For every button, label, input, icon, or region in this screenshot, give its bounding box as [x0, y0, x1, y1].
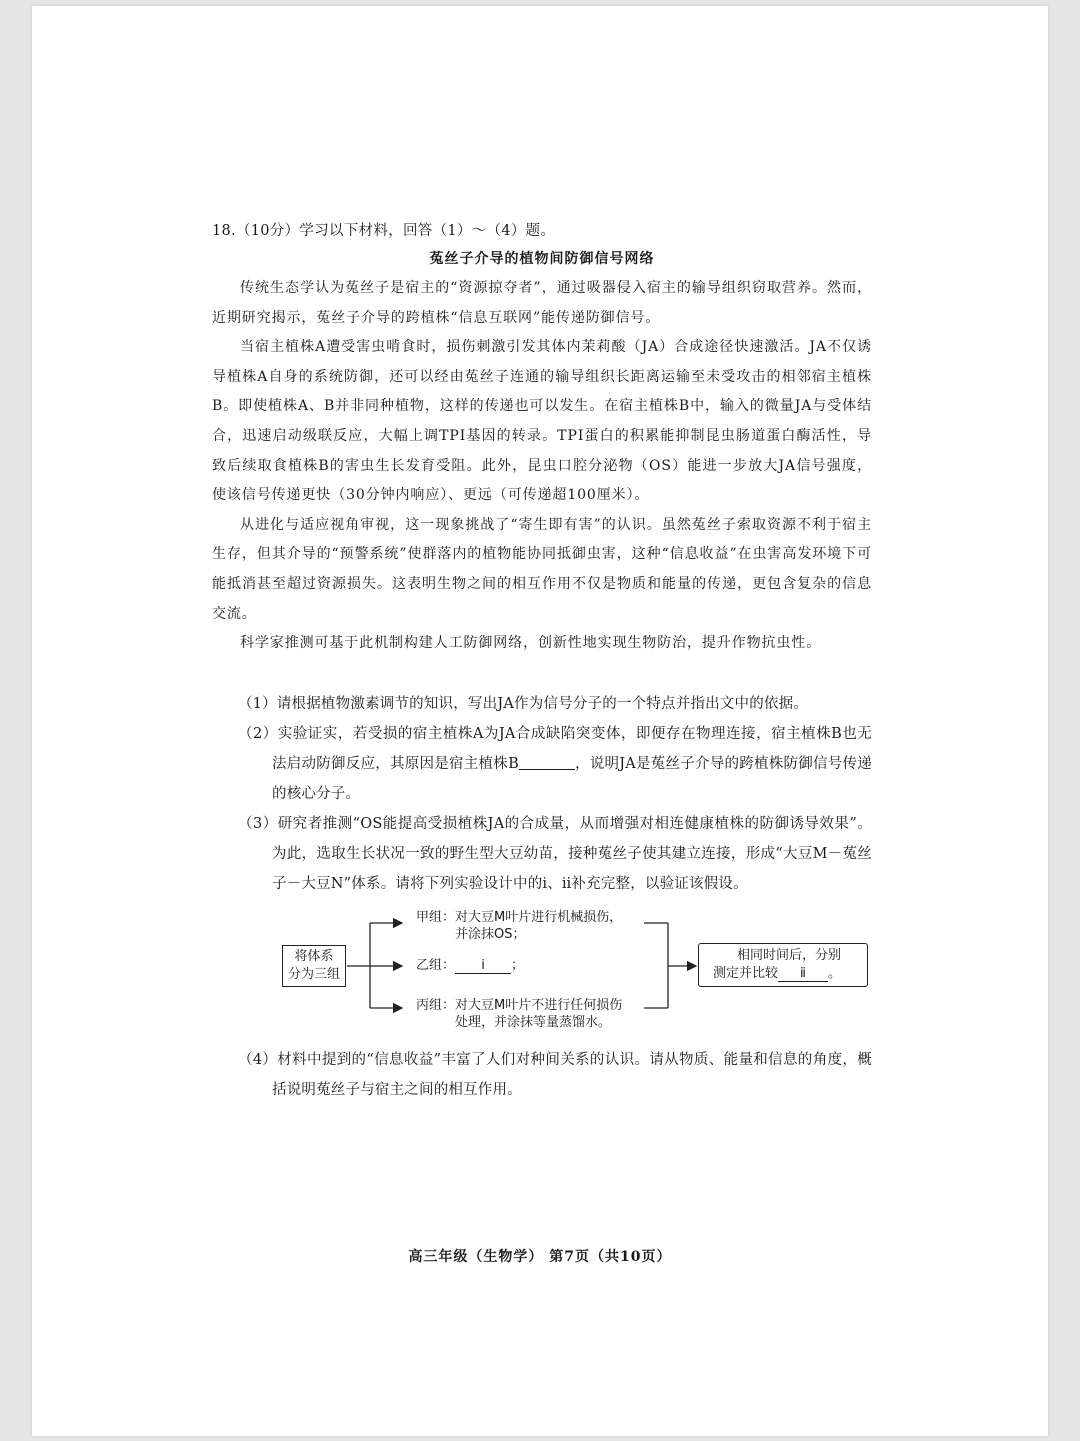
group-a-line-1: 甲组：对大豆M叶片进行机械损伤，: [416, 909, 623, 925]
experiment-design-diagram: [212, 909, 872, 1035]
group-a-line-2: 并涂抹OS；: [455, 926, 526, 942]
sub-question-1: （1）请根据植物激素调节的知识，写出JA作为信号分子的一个特点并指出文中的依据。: [238, 695, 809, 712]
split-box-line-1: 将体系: [294, 948, 334, 964]
result-box-end: 。: [828, 965, 842, 981]
passage-title: 菟丝子介导的植物间防御信号网络: [429, 251, 655, 267]
group-c-line-2: 处理，并涂抹等量蒸馏水。: [455, 1014, 612, 1030]
answer-blank[interactable]: [519, 753, 575, 770]
split-box-line-2: 分为三组: [287, 966, 340, 982]
sub-question-2: [238, 719, 872, 809]
group-b-label: 乙组：: [416, 957, 456, 973]
group-a-text: [416, 909, 622, 943]
split-system-box: [282, 945, 346, 987]
result-box-line-1: 相同时间后，分别: [737, 947, 842, 963]
passage-paragraph-1: 传统生态学认为菟丝子是宿主的“资源掠夺者”，通过吸器侵入宿主的输导组织窃取营养。然而，近期研究揭示，菟丝子介导的跨植株“信息互联网”能传递防御信号。: [212, 280, 872, 326]
passage-paragraph-4: 科学家推测可基于此机制构建人工防御网络，创新性地实现生物防治，提升作物抗虫性。: [240, 635, 822, 652]
group-b-end: ；: [511, 957, 525, 973]
sub-question-2-text-b: ，说明JA是菟丝子介导的跨植株防御信号传递的核心分子。: [272, 755, 873, 802]
passage-paragraph-3: 从进化与适应视角审视，这一现象挑战了“寄生即有害”的认识。虽然菟丝子索取资源不利于宿主生存，但其介导的“预警系统”使群落内的植物能协同抵御虫害，这种“信息收益”在虫害高发环境下可能抵消甚至超过资源损失。这表明生物之间的相互作用不仅是物质和能量的传递，更包含复杂的信息交流。: [212, 516, 872, 622]
passage-paragraph-2: 当宿主植株A遭受害虫啃食时，损伤刺激引发其体内茉莉酸（JA）合成途径快速激活。JA不仅诱导植株A自身的系统防御，还可以经由菟丝子连通的输导组织长距离运输至未受攻击的相邻宿主植株B。即使植株A、B并非同种植物，这样的传递也可以发生。在宿主植株B中，输入的微量JA与受体结合，迅速启动级联反应，大幅上调TPI基因的转录。TPI蛋白的积累能抑制昆虫肠道蛋白酶活性，导致后续取食植株B的害虫生长发育受阻。此外，昆虫口腔分泌物（OS）能进一步放大JA信号强度，使该信号传递更快（30分钟内响应）、更远（可传递超100厘米）。: [212, 339, 872, 504]
question-18: [212, 218, 872, 1105]
result-box-text: 测定并比较: [713, 965, 779, 981]
result-measurement-box: [698, 943, 868, 987]
sub-question-4: （4）材料中提到的“信息收益”丰富了人们对种间关系的认识。请从物质、能量和信息的角度，概括说明菟丝子与宿主之间的相互作用。: [238, 1051, 872, 1098]
sub-question-3: （3）研究者推测“OS能提高受损植株JA的合成量，从而增强对相连健康植株的防御诱导效果”。为此，选取生长状况一致的野生型大豆幼苗，接种菟丝子使其建立连接，形成“大豆M－菟丝子－大豆N”体系。请将下列实验设计中的ⅰ、ⅱ补充完整，以验证该假设。: [238, 815, 872, 892]
result-box-line-2: [713, 965, 867, 983]
blank-ii[interactable]: ⅱ: [778, 966, 828, 982]
group-c-text: [416, 997, 622, 1031]
group-c-line-1: 丙组：对大豆M叶片不进行任何损伤: [416, 997, 623, 1013]
sub-questions: [212, 689, 872, 1105]
blank-i[interactable]: ⅰ: [455, 958, 511, 974]
question-header: 18.（10分）学习以下材料，回答（1）～（4）题。: [212, 223, 556, 239]
page-footer: 高三年级（生物学） 第7页（共10页）: [408, 1249, 672, 1265]
sub-question-2-text-a: （2）实验证实，若受损的宿主植株A为JA合成缺陷突变体，即便存在物理连接，宿主植株B也无法启动防御反应，其原因是宿主植株B: [238, 725, 872, 772]
group-b-text: [416, 957, 524, 974]
